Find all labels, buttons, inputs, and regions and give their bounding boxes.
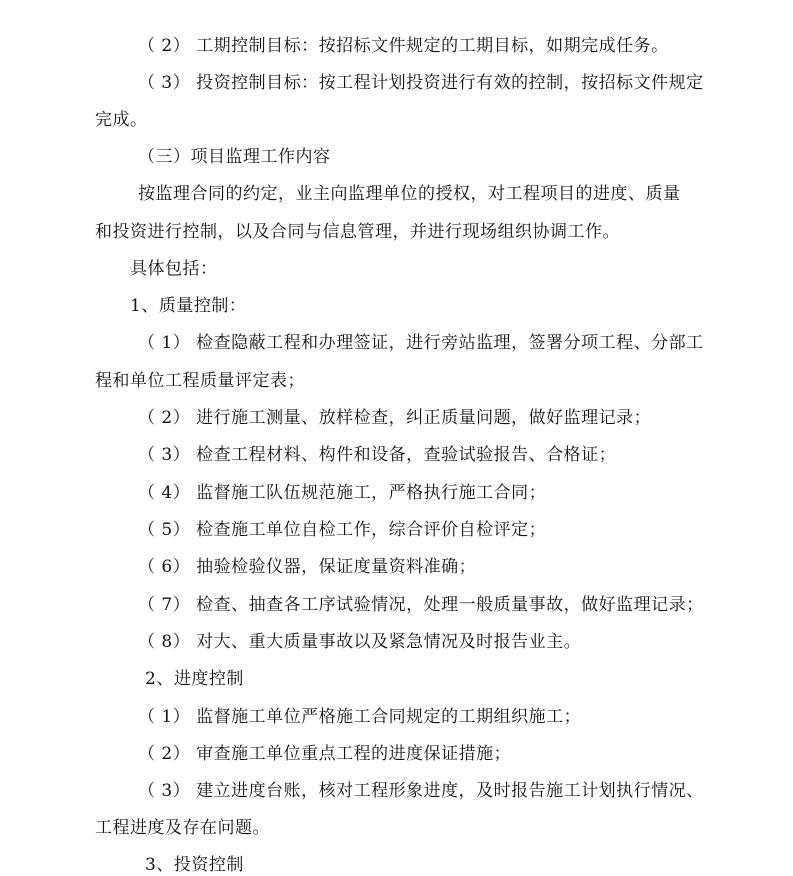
list-item: （ 6） 抽验检验仪器，保证度量资料准确； [138, 557, 477, 577]
list-item: （ 7） 检查、抽查各工序试验情况，处理一般质量事故，做好监理记录； [138, 595, 704, 615]
subsection-heading: 1、质量控制： [130, 296, 247, 316]
paragraph-line: 完成。 [95, 110, 148, 130]
list-item: （ 1） 监督施工单位严格施工合同规定的工期组织施工； [138, 707, 582, 727]
subsection-heading: 3、投资控制 [145, 855, 244, 875]
paragraph-line: 按监理合同的约定，业主向监理单位的授权，对工程项目的进度、质量 [138, 184, 681, 204]
list-item: （ 3） 建立进度台账，核对工程形象进度，及时报告施工计划执行情况、 [138, 781, 704, 801]
list-item-continuation: 工程进度及存在问题。 [95, 818, 270, 838]
list-item: （ 5） 检查施工单位自检工作，综合评价自检评定； [138, 520, 547, 540]
list-item: （ 4） 监督施工队伍规范施工，严格执行施工合同； [138, 483, 547, 503]
list-item: （ 2） 审查施工单位重点工程的进度保证措施； [138, 744, 512, 764]
paragraph-line: （ 2） 工期控制目标：按招标文件规定的工期目标，如期完成任务。 [138, 36, 669, 56]
paragraph-line: 和投资进行控制，以及合同与信息管理，并进行现场组织协调工作。 [95, 222, 620, 242]
section-heading: （三）项目监理工作内容 [138, 147, 331, 167]
list-item: （ 3） 检查工程材料、构件和设备，查验试验报告、合格证； [138, 445, 617, 465]
list-item-continuation: 程和单位工程质量评定表； [95, 371, 305, 391]
subsection-heading: 2、进度控制 [145, 669, 244, 689]
list-item: （ 8） 对大、重大质量事故以及紧急情况及时报告业主。 [138, 632, 582, 652]
list-item: （ 1） 检查隐蔽工程和办理签证，进行旁站监理，签署分项工程、分部工 [138, 333, 704, 353]
list-item: （ 2） 进行施工测量、放样检查，纠正质量问题，做好监理记录； [138, 408, 652, 428]
paragraph-line: （ 3） 投资控制目标：按工程计划投资进行有效的控制，按招标文件规定 [138, 73, 704, 93]
paragraph-line: 具体包括： [130, 259, 218, 279]
